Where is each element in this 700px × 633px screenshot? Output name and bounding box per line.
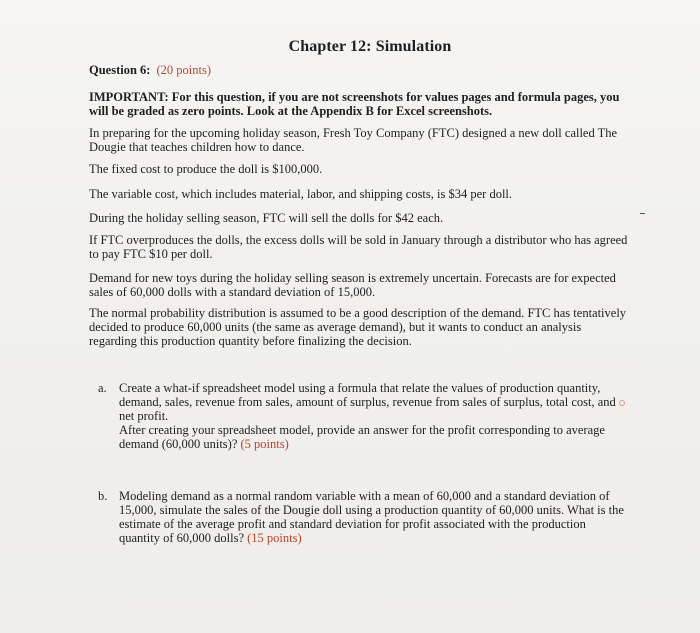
overproduce-paragraph: If FTC overproduces the dolls, the excess dolls will be sold in January through a distributor who has agreed to pay FTC $10 per doll. xyxy=(89,233,628,261)
question-label: Question 6: xyxy=(89,63,151,77)
chapter-title: Chapter 12: Simulation xyxy=(288,38,452,55)
part-b-marker: b. xyxy=(98,489,108,503)
intro-paragraph: In preparing for the upcoming holiday season, Fresh Toy Company (FTC) designed a new doll called The Dougie that teaches children how to dance. xyxy=(89,126,618,154)
fixed-cost-paragraph: The fixed cost to produce the doll is $100,000. xyxy=(89,162,323,176)
selling-price-paragraph: During the holiday selling season, FTC will sell the dolls for $42 each. xyxy=(89,211,444,225)
stray-mark xyxy=(619,400,625,406)
part-a xyxy=(98,381,628,451)
part-a-points: (5 points) xyxy=(240,437,289,451)
part-a-followup-block xyxy=(119,423,628,451)
question-heading xyxy=(89,63,211,78)
part-a-followup: After creating your spreadsheet model, provide an answer for the profit corresponding to average demand (60,000 units)? xyxy=(119,423,605,451)
demand-paragraph: Demand for new toys during the holiday selling season is extremely uncertain. Forecasts are for expected sales of 60,000 dolls with a standard deviation of 15,000. xyxy=(89,271,616,299)
important-notice: IMPORTANT: For this question, if you are not screenshots for values pages and formula pages, you will be graded as zero points. Look at the Appendix B for Excel screenshots. xyxy=(89,90,620,118)
question-points: (20 points) xyxy=(156,63,211,77)
normal-distribution-paragraph: The normal probability distribution is assumed to be a good description of the demand. FTC has tentatively decided to produce 60,000 units (the same as average demand), but it wants to conduct an analysis regarding this production quantity before finalizing the decision. xyxy=(89,306,627,348)
part-a-marker: a. xyxy=(98,381,107,395)
part-b xyxy=(98,489,628,545)
part-b-points: (15 points) xyxy=(247,531,302,545)
part-b-text: Modeling demand as a normal random variable with a mean of 60,000 and a standard deviation of 15,000, simulate the sales of the Dougie doll using a production quantity of 60,000 units. What is the estimate of the average profit and standard deviation for profit associated with the production quantity of 60,000 dolls? xyxy=(119,489,624,545)
stray-tick xyxy=(640,213,645,214)
variable-cost-paragraph: The variable cost, which includes material, labor, and shipping costs, is $34 per doll. xyxy=(89,187,513,201)
part-a-text: Create a what-if spreadsheet model using a formula that relate the values of production quantity, demand, sales, revenue from sales, amount of surplus, revenue from sales of surplus, total cost, and net profit. xyxy=(119,381,616,423)
